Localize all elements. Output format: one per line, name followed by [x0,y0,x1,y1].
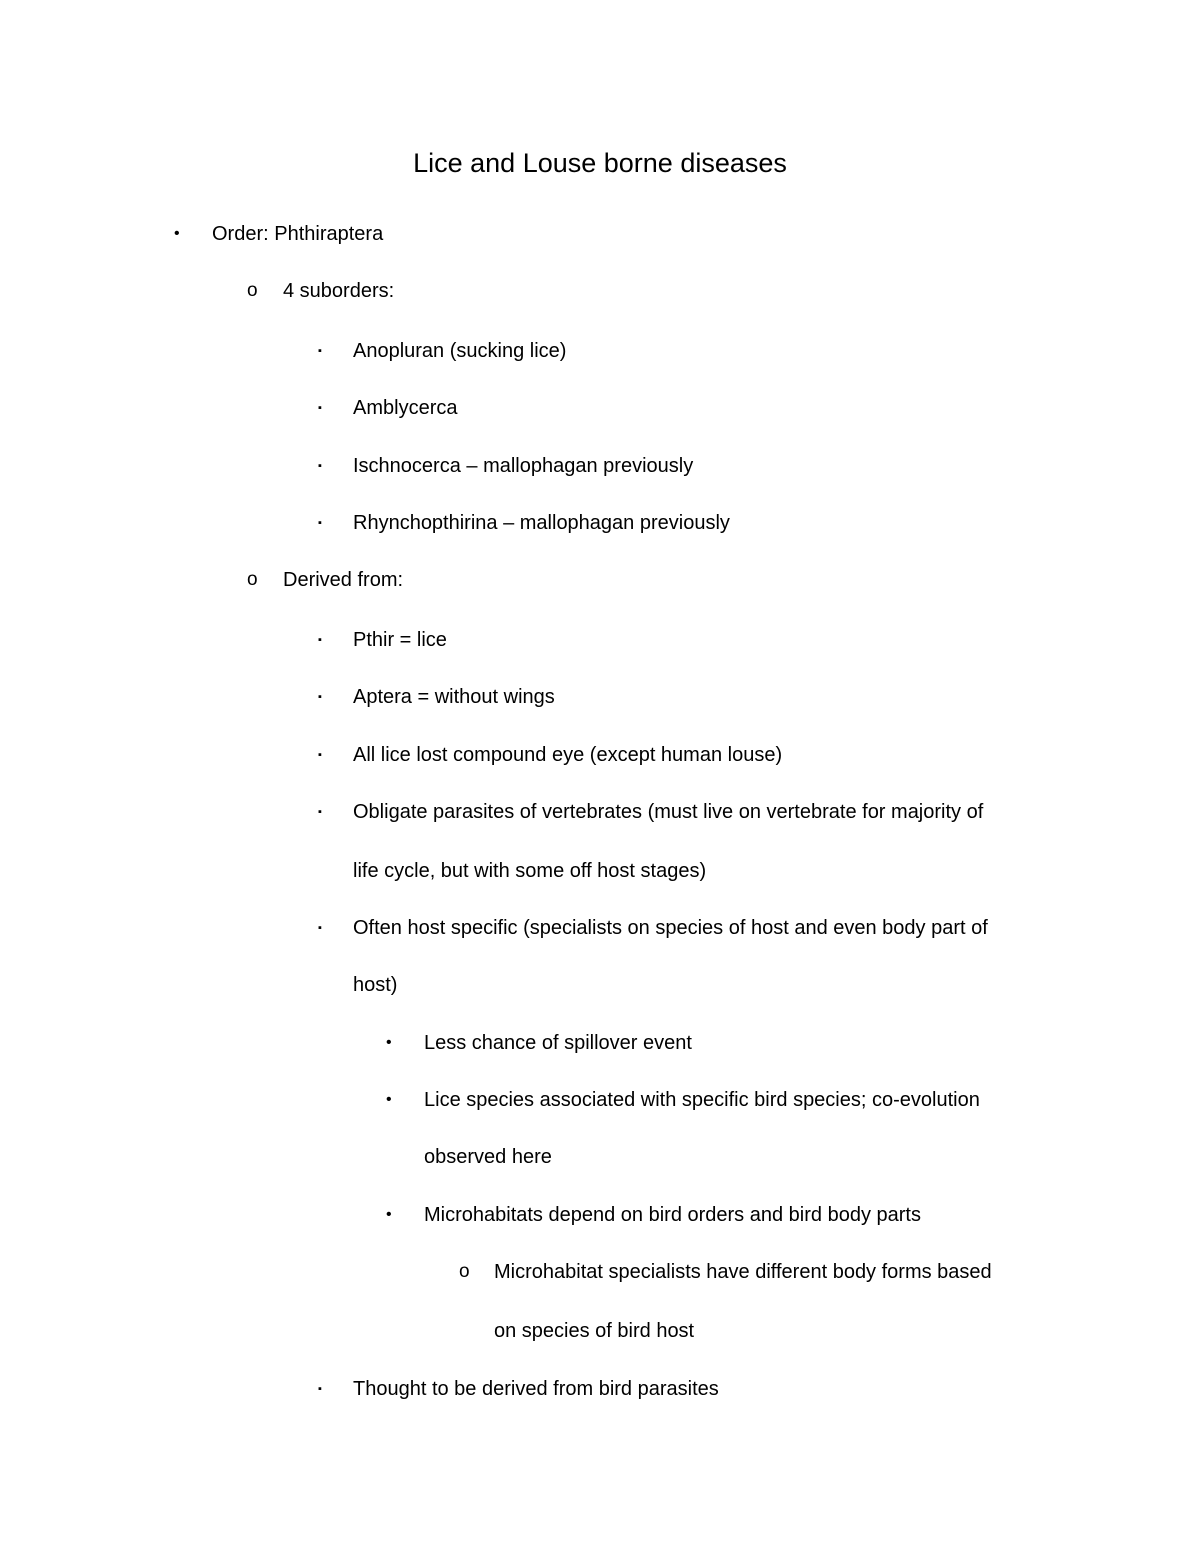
disc-bullet-icon: • [386,1034,392,1051]
list-item-text: Less chance of spillover event [424,1032,692,1054]
circle-bullet-icon: o [247,280,258,301]
list-item-ischnocerca [0,451,1200,481]
list-item-rhynchopthirina [0,508,1200,538]
list-item-spillover [0,1028,1200,1058]
list-item-coevolution [0,1085,1200,1115]
list-item-pthir [0,625,1200,655]
list-item-continuation [0,1142,1200,1172]
circle-bullet-icon: o [459,1261,470,1282]
list-item-text: Aptera = without wings [353,686,555,708]
list-item-text: All lice lost compound eye (except human louse) [353,744,783,766]
list-item-aptera [0,682,1200,712]
list-item-text: Ischnocerca – mallophagan previously [353,455,694,477]
list-item-host-specific [0,913,1200,943]
list-item-specialists [0,1257,1200,1287]
square-bullet-icon: ▪ [318,806,322,818]
list-item-compound-eye [0,740,1200,770]
list-item-text: Microhabitats depend on bird orders and bird body parts [424,1204,921,1226]
list-item-text: Microhabitat specialists have different body forms based [494,1261,992,1283]
list-item-anopluran [0,336,1200,366]
list-item-continuation [0,1316,1200,1346]
list-item-text: host) [353,974,398,996]
list-item-bird-parasites [0,1374,1200,1404]
square-bullet-icon: ▪ [318,691,322,703]
list-item-continuation [0,856,1200,886]
list-item-order [0,219,1200,249]
square-bullet-icon: ▪ [318,402,322,414]
list-item-text: Pthir = lice [353,629,447,651]
disc-bullet-icon: • [386,1206,392,1223]
list-item-text: Often host specific (specialists on species of host and even body part of [353,917,988,939]
square-bullet-icon: ▪ [318,345,322,357]
list-item-text: on species of bird host [494,1320,695,1342]
list-item-text: Thought to be derived from bird parasites [353,1378,719,1400]
square-bullet-icon: ▪ [318,634,322,646]
list-item-continuation [0,970,1200,1000]
circle-bullet-icon: o [247,569,258,590]
list-item-microhabitats [0,1200,1200,1230]
square-bullet-icon: ▪ [318,922,322,934]
list-item-derived-from [0,565,1200,595]
disc-bullet-icon: • [386,1091,392,1108]
list-item-text: Order: Phthiraptera [212,223,384,245]
list-item-text: Anopluran (sucking lice) [353,340,567,362]
square-bullet-icon: ▪ [318,517,322,529]
list-item-obligate [0,797,1200,827]
document-title: Lice and Louse borne diseases [413,148,787,178]
list-item-text: observed here [424,1146,552,1168]
list-item-text: 4 suborders: [283,280,395,302]
square-bullet-icon: ▪ [318,460,322,472]
list-item-text: Derived from: [283,569,404,591]
square-bullet-icon: ▪ [318,749,322,761]
list-item-text: Amblycerca [353,397,458,419]
list-item-amblycerca [0,393,1200,423]
list-item-text: Lice species associated with specific bird species; co-evolution [424,1089,980,1111]
disc-bullet-icon: • [174,225,180,242]
list-item-suborders [0,276,1200,306]
list-item-text: Rhynchopthirina – mallophagan previously [353,512,730,534]
square-bullet-icon: ▪ [318,1383,322,1395]
list-item-text: life cycle, but with some off host stages) [353,860,707,882]
list-item-text: Obligate parasites of vertebrates (must live on vertebrate for majority of [353,801,984,823]
